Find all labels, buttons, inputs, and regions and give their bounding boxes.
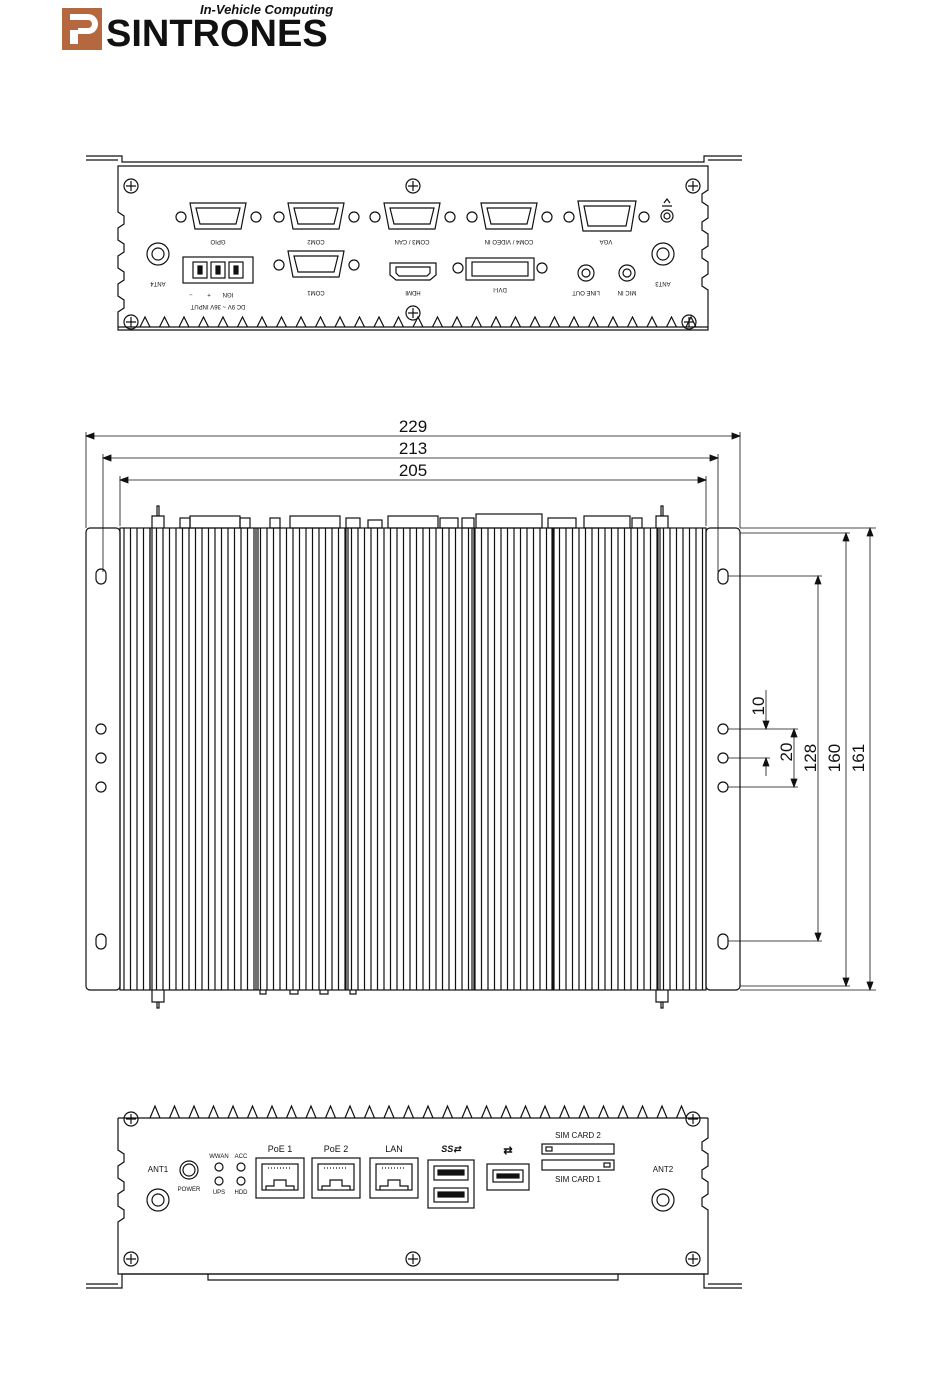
gpio-connector (176, 203, 261, 229)
com3-can-connector (370, 203, 455, 229)
line-out-jack (578, 265, 594, 281)
sintrones-logo (62, 2, 333, 55)
hdd-label: HDD (234, 1190, 248, 1196)
minus-label: − (189, 291, 193, 297)
led-hdd (237, 1177, 245, 1185)
dim-label-213: 213 (398, 439, 428, 458)
fin-divider-lines (150, 528, 660, 990)
acc-label: ACC (234, 1154, 248, 1160)
screw-icon (406, 1252, 420, 1266)
usb2-port (487, 1164, 529, 1190)
ant3-connector (652, 243, 674, 265)
ant1-label: ANT1 (147, 1165, 169, 1174)
rear-panel-view (86, 1106, 742, 1288)
sim-card-1-slot (542, 1160, 614, 1170)
ant4-label: ANT4 (150, 280, 166, 286)
screw-icon (124, 179, 138, 193)
screw-icon (406, 306, 420, 320)
sim-card-1-label: SIM CARD 1 (555, 1175, 601, 1184)
dim-label-161: 161 (849, 743, 868, 773)
dim-label-10: 10 (749, 696, 768, 716)
screw-icon (686, 1252, 700, 1266)
led-wwan (215, 1163, 223, 1171)
usb-icon: ⇄ (503, 1145, 513, 1157)
poe2-label: PoE 2 (323, 1144, 349, 1154)
heatsink-fins (124, 528, 703, 990)
screw-icon (124, 315, 138, 329)
poe1-label: PoE 1 (267, 1144, 293, 1154)
screw-icon (124, 1252, 138, 1266)
ant4-connector (147, 243, 169, 265)
gpio-label: GPIO (210, 238, 226, 244)
mic-in-label: MIC IN (617, 289, 637, 295)
dim-label-128: 128 (801, 743, 820, 773)
screw-icon (124, 1112, 138, 1126)
hdmi-connector (390, 263, 436, 280)
power-label: POWER (177, 1187, 201, 1193)
mount-hole (718, 753, 728, 763)
screw-icon (686, 1112, 700, 1126)
fin-lines (124, 528, 703, 990)
lan-port (370, 1158, 418, 1198)
mount-hole (718, 782, 728, 792)
poe1-port (256, 1158, 304, 1198)
top-view (86, 506, 740, 1008)
mount-hole-slot (96, 934, 106, 949)
plus-label: + (207, 291, 211, 297)
bottom-connector-profiles (152, 990, 668, 1008)
poe2-port (312, 1158, 360, 1198)
line-out-label: LINE OUT (572, 289, 600, 295)
fin-teeth (150, 1106, 687, 1118)
mount-bracket-top (86, 156, 742, 162)
com1-connector (274, 251, 359, 277)
dim-label-229: 229 (398, 417, 428, 436)
com4-video-in-connector (467, 203, 552, 229)
vga-label: VGA (599, 238, 613, 244)
ant1-connector (147, 1189, 169, 1211)
sim-card-2-label: SIM CARD 2 (555, 1131, 601, 1140)
dvi-connector (453, 258, 547, 280)
dvi-label: DVI-I (493, 286, 507, 292)
rear-panel-body (118, 1118, 708, 1274)
lan-label: LAN (385, 1144, 403, 1154)
rear-fins (150, 1106, 687, 1118)
dim-label-160: 160 (825, 743, 844, 773)
ups-label: UPS (212, 1190, 226, 1196)
com2-connector (274, 203, 359, 229)
mount-hole-slot (718, 934, 728, 949)
com3-can-label: COM3 / CAN (394, 238, 430, 244)
screw-icon (682, 315, 696, 329)
com2-label: COM2 (307, 238, 325, 244)
ant2-label: ANT2 (652, 1165, 674, 1174)
mount-hole (96, 724, 106, 734)
ant3-label: ANT3 (655, 280, 671, 286)
usb3-ports (428, 1160, 474, 1208)
vga-connector (564, 201, 649, 231)
led-acc (237, 1163, 245, 1171)
mount-plate-right (706, 528, 740, 990)
mount-plate-left (86, 528, 120, 990)
mount-hole-slot (96, 569, 106, 584)
dc-input-terminal-block (183, 257, 253, 283)
screw-icon (406, 179, 420, 193)
com4-video-in-label: COM4 / VIDEO IN (484, 238, 534, 244)
ground-terminal (661, 210, 673, 222)
top-connector-profiles (152, 506, 668, 528)
arrowhead (763, 721, 769, 766)
dimension-line-205 (120, 476, 706, 526)
screw-icon (686, 179, 700, 193)
mount-hole (718, 724, 728, 734)
wwan-label: WWAN (209, 1154, 229, 1160)
sim-card-2-slot (542, 1144, 614, 1154)
ant2-connector (652, 1189, 674, 1211)
dc-input-label: DC 9V ~ 36V INPUT (190, 303, 246, 309)
brand-tagline: In-Vehicle Computing (200, 2, 334, 17)
mount-bracket-bottom (86, 1274, 742, 1288)
brand-name: SINTRONES (106, 13, 328, 55)
com1-label: COM1 (307, 289, 325, 295)
power-button (180, 1161, 198, 1179)
dim-label-20: 20 (777, 742, 796, 762)
mount-hole (96, 753, 106, 763)
ign-label: IGN (222, 291, 234, 297)
mount-hole-slot (718, 569, 728, 584)
dim-label-205: 205 (398, 461, 428, 480)
hdmi-label: HDMI (405, 289, 421, 295)
usb3-icon: SS⇄ (441, 1144, 461, 1154)
mount-hole (96, 782, 106, 792)
ground-icon (662, 199, 672, 206)
led-ups (215, 1177, 223, 1185)
mic-in-jack (619, 265, 635, 281)
